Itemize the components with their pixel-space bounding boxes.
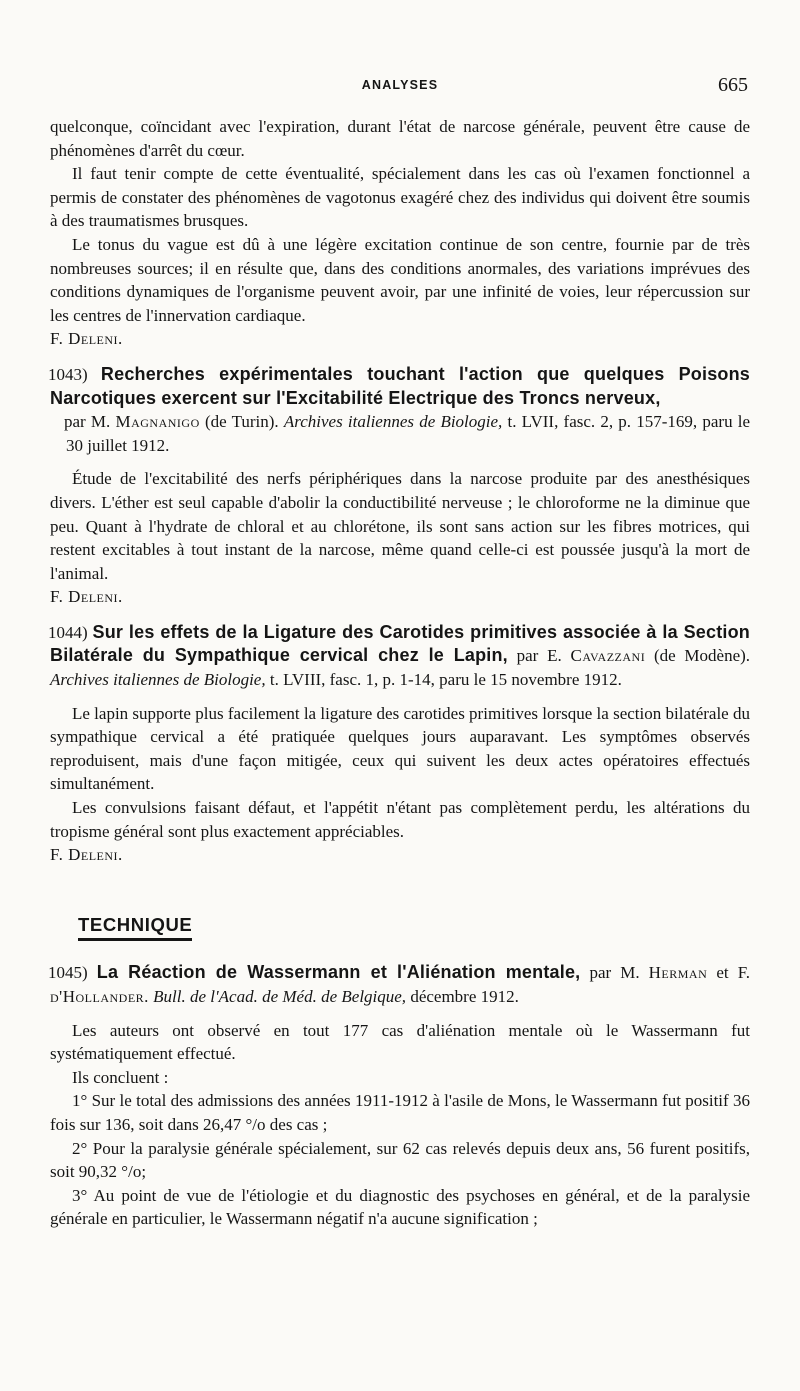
article-journal: Archives italiennes de Biologie, — [283, 412, 503, 432]
signature-text: F. Deleni. — [50, 329, 123, 349]
running-head — [0, 74, 800, 98]
article-paragraph: 3° Au point de vue de l'étiologie et du diagnostic des psychoses en général, et de la paralysie générale en particulier, le Wassermann négatif n'a aucune signification ; — [50, 1185, 750, 1229]
article-author: Herman — [648, 963, 708, 983]
article-author: Magnanigo — [115, 412, 200, 432]
article-title: La Réaction de Wassermann et l'Aliénation mentale, — [96, 962, 581, 983]
article-origin: (de Modène). — [653, 646, 751, 666]
article-origin: (de Turin). — [204, 412, 279, 432]
text-column — [50, 115, 750, 1231]
running-head-title: ANALYSES — [361, 78, 439, 92]
page-number: 665 — [718, 74, 748, 96]
article-by: par M. — [64, 412, 111, 432]
article-paragraph: Les auteurs ont observé en tout 177 cas d'aliénation mentale où le Wassermann fut systématiquement effectué. — [50, 1020, 750, 1064]
article-title: Sur les effets de la Ligature des Carotides primitives associée à la Section Bilatérale du Sympathique cervical chez le Lapin, — [50, 621, 751, 666]
article-title: Recherches expérimentales touchant l'action que quelques Poisons Narcotiques exercent sur l'Excitabilité Electrique des Troncs nerveux, — [50, 363, 751, 408]
article-paragraph: Ils concluent : — [72, 1067, 169, 1087]
signature-text: F. Deleni. — [50, 587, 123, 607]
article-journal: Archives italiennes de Biologie, — [50, 670, 266, 690]
article-ref: décembre 1912. — [410, 987, 519, 1006]
article-ref: t. LVIII, fasc. 1, p. 1-14, paru le 15 novembre 1912. — [269, 670, 622, 690]
section-heading-wrap — [50, 913, 750, 942]
article-number: 1045) — [48, 963, 88, 983]
article-and: et F. — [716, 963, 751, 983]
article-number: 1044) — [48, 622, 88, 642]
article-journal: Bull. de l'Acad. de Méd. de Belgique, — [153, 987, 407, 1006]
signature-text: F. Deleni. — [50, 845, 123, 865]
signature — [50, 843, 750, 867]
article-paragraph: 2° Pour la paralysie générale spécialement, sur 62 cas relevés depuis deux ans, 56 furent positifs, soit 90,32 °/o; — [50, 1138, 750, 1182]
article-heading — [50, 961, 750, 1008]
signature — [50, 585, 750, 609]
article-paragraph: Le lapin supporte plus facilement la ligature des carotides primitives lorsque la section bilatérale du sympathique cervical a été pratiquée quelques jours auparavant. Les symptômes observés reproduisent, mais d'une façon mitigée, ceux qui suivent les deux actes opératoires effectués simultanément. — [50, 703, 750, 794]
article-number: 1043) — [48, 364, 88, 384]
intro-paragraph: Il faut tenir compte de cette éventualité, spécialement dans les cas où l'examen fonctionnel a permis de constater des phénomènes de vagotonus exagéré chez des individus qui doivent être soumis à des traumatismes brusques. — [50, 164, 750, 231]
article-by: par M. — [589, 963, 640, 983]
article-heading — [50, 363, 750, 457]
article-heading — [50, 621, 750, 692]
article-1045 — [50, 961, 750, 1231]
signature — [50, 327, 750, 351]
article-paragraph: 1° Sur le total des admissions des années 1911-1912 à l'asile de Mons, le Wassermann fut positif 36 fois sur 136, soit dans 26,47 °/o des cas ; — [50, 1091, 750, 1134]
article-1044 — [50, 621, 750, 867]
article-paragraph: Étude de l'excitabilité des nerfs périphériques dans la narcose produite par des anesthésiques divers. L'éther est seul capable d'abolir la conductibilité nerveuse ; le chloroforme ne la diminue que peu. Quant à l'hydrate de chloral et au chlorétone, ils sont sans action sur les fibres motrices, qui restent excitables à tout instant de la narcose, même quand celle-ci est poussée jusqu'à la mort de l'animal. — [50, 469, 750, 583]
intro-paragraph: Le tonus du vague est dû à une légère excitation continue de son centre, fournie par de très nombreuses sources; il en résulte que, dans des conditions anormales, des variations imprévues des conditions dynamiques de l'organisme peuvent avoir, par une infinité de voies, leur répercussion sur les centres de l'innervation cardiaque. — [50, 234, 750, 325]
article-author: Cavazzani — [570, 646, 646, 666]
article-1043 — [50, 363, 750, 609]
article-by: par E. — [516, 646, 562, 666]
section-heading: TECHNIQUE — [78, 913, 192, 942]
article-ref: t. LVII, fasc. 2, p. 157-169, paru le 30 juillet 1912. — [66, 412, 751, 455]
intro-paragraph: quelconque, coïncidant avec l'expiration, durant l'état de narcose générale, peuvent être cause de phénomènes d'arrêt du cœur. — [50, 117, 750, 160]
article-paragraph: Les convulsions faisant défaut, et l'appétit n'étant pas complètement perdu, les altérations du tropisme général sont plus exactement appréciables. — [50, 798, 750, 841]
article-author: d'Hollander. — [50, 987, 149, 1006]
